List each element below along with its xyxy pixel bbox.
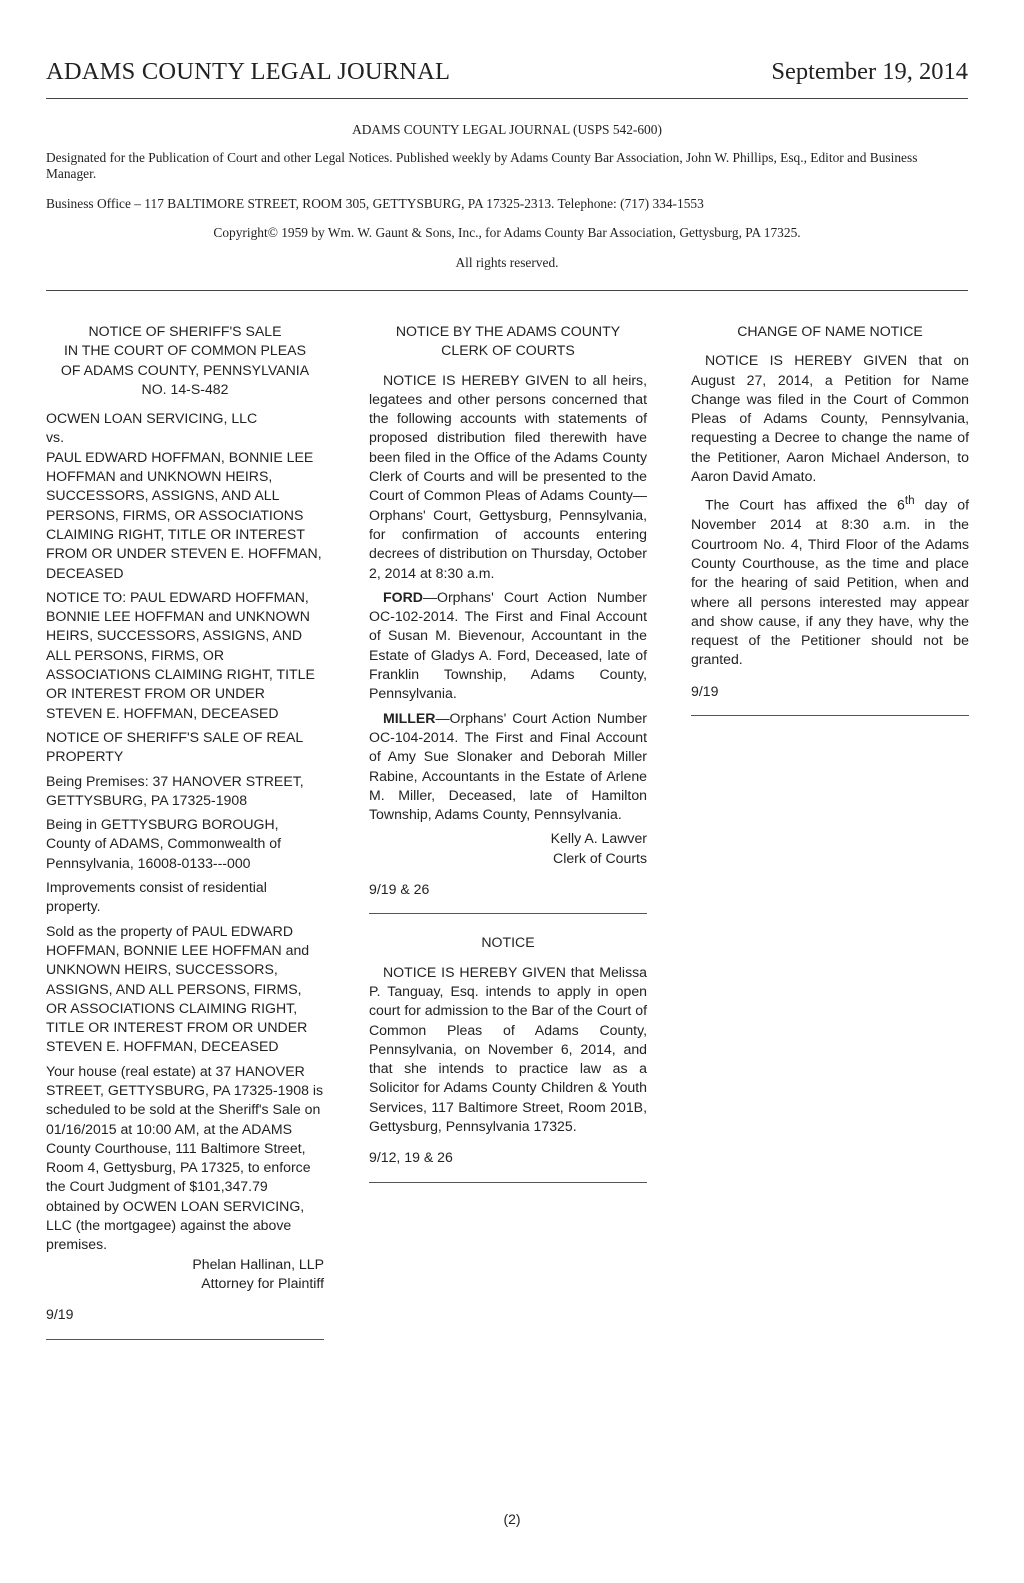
change-of-name-notice xyxy=(691,322,969,716)
publication-date: 9/19 xyxy=(46,1306,74,1323)
estate-name: FORD xyxy=(383,588,423,605)
property-location: Being in GETTYSBURG BOROUGH, County of ADAMS, Commonwealth of Pennsylvania, 16008-0133---000 xyxy=(46,816,281,871)
notice-heading: IN THE COURT OF COMMON PLEAS xyxy=(64,342,306,359)
masthead xyxy=(46,118,968,291)
masthead-designation: Designated for the Publication of Court and other Legal Notices. Published weekly by Adams County Bar Association, John W. Phillips, Esq., Editor and Business Manager. xyxy=(46,150,918,181)
masthead-copyright: Copyright© 1959 by Wm. W. Gaunt & Sons, Inc., for Adams County Bar Association, Gettysburg, PA 17325. xyxy=(213,225,801,240)
notice-divider xyxy=(691,715,969,716)
notice-heading: CLERK OF COURTS xyxy=(441,342,575,359)
masthead-business-office: Business Office – 117 BALTIMORE STREET, ROOM 305, GETTYSBURG, PA 17325-2313. Telephone: (717) 334-1553 xyxy=(46,196,704,211)
sale-details: Your house (real estate) at 37 HANOVER STREET, GETTYSBURG, PA 17325-1908 is scheduled to be sold at the Sheriff's Sale on 01/16/2015 at 10:00 AM, at the ADAMS County Courthouse, 111 Baltimore Street, Room 4, Gettysburg, PA 17325, to enforce the Court Judgment of $101,347.79 obtained by OCWEN LOAN SERVICING, LLC (the mortgagee) against the above premises. xyxy=(46,1062,324,1253)
notice-heading: NOTICE xyxy=(481,934,535,951)
signer-name: Kelly A. Lawver xyxy=(550,830,647,847)
notice-heading: NOTICE OF SHERIFF'S SALE xyxy=(88,323,282,339)
notice-heading: OF ADAMS COUNTY, PENNSYLVANIA xyxy=(60,361,310,378)
journal-name: ADAMS COUNTY LEGAL JOURNAL xyxy=(46,58,451,85)
plaintiff-name: OCWEN LOAN SERVICING, LLC xyxy=(46,410,258,427)
estate-name: MILLER xyxy=(383,709,436,726)
property-improvements: Improvements consist of residential property. xyxy=(46,879,267,915)
case-number: NO. 14-S-482 xyxy=(141,380,229,397)
page-number: (2) xyxy=(503,1511,521,1527)
sold-as-property-of: Sold as the property of PAUL EDWARD HOFFMAN, BONNIE LEE HOFFMAN and UNKNOWN HEIRS, SUCCESSORS, ASSIGNS, AND ALL PERSONS, FIRMS, OR ASSOCIATIONS CLAIMING RIGHT, TITLE OR INTEREST FROM OR UNDER STEVEN E. HOFFMAN, DECEASED xyxy=(46,922,310,1055)
signer-title: Attorney for Plaintiff xyxy=(201,1274,324,1291)
notice-to: NOTICE TO: PAUL EDWARD HOFFMAN, BONNIE LEE HOFFMAN and UNKNOWN HEIRS, SUCCESSORS, ASSIGNS, AND ALL PERSONS, FIRMS, OR ASSOCIATIONS CLAIMING RIGHT, TITLE OR INTEREST FROM OR UNDER STEVEN E. HOFFMAN, DECEASED xyxy=(46,588,315,721)
premises-address: Being Premises: 37 HANOVER STREET, GETTYSBURG, PA 17325-1908 xyxy=(46,772,304,808)
ordinal-suffix: th xyxy=(904,494,915,508)
estate-text: —Orphans' Court Action Number OC-102-2014. The First and Final Account of Susan M. Bievenour, Accountant in the Estate of Gladys A. Ford, Deceased, late of Franklin Township, Adams County, Pennsylvania. xyxy=(369,588,647,702)
notice-body: NOTICE IS HEREBY GIVEN that on August 27, 2014, a Petition for Name Change was filed in the Court of Common Pleas of Adams County, Pennsylvania, requesting a Decree to change the name of the Petitioner, Aaron Michael Anderson, to Aaron David Amato. xyxy=(691,352,969,485)
notice-body: NOTICE IS HEREBY GIVEN that Melissa P. Tanguay, Esq. intends to apply in open court for admission to the Bar of the Court of Common Pleas of Adams County, Pennsylvania, on November 6, 2014, and that she intends to practice law as a Solicitor for Adams County Children & Youth Services, 117 Baltimore Street, Room 201B, Gettysburg, Pennsylvania 17325. xyxy=(369,963,647,1134)
publication-date: 9/19 xyxy=(691,682,719,699)
issue-date: September 19, 2014 xyxy=(771,58,968,85)
estate-entry xyxy=(369,709,647,825)
estate-text: —Orphans' Court Action Number OC-104-2014. The First and Final Account of Amy Sue Slonaker and Deborah Miller Rabine, Accountants in the Estate of Arlene M. Miller, Deceased, late of Hamilton Township, Adams County, Pennsylvania. xyxy=(369,709,647,823)
notice-body xyxy=(691,491,969,669)
running-head xyxy=(46,58,968,99)
signer-name: Phelan Hallinan, LLP xyxy=(192,1255,324,1272)
defendant-names: PAUL EDWARD HOFFMAN, BONNIE LEE HOFFMAN and UNKNOWN HEIRS, SUCCESSORS, ASSIGNS, AND ALL PERSONS, FIRMS, OR ASSOCIATIONS CLAIMING RIGHT, TITLE OR INTEREST FROM OR UNDER STEVEN E. HOFFMAN, DECEASED xyxy=(46,448,322,581)
versus-label: vs. xyxy=(46,429,65,446)
estate-entry xyxy=(369,588,647,704)
notice-heading: CHANGE OF NAME NOTICE xyxy=(737,323,923,339)
notice-body-text: day of November 2014 at 8:30 a.m. in the Courtroom No. 4, Third Floor of the Adams County Courthouse, as the time and place for the hearing of said Petition, when and where all persons interested may appear and show cause, if any they have, why the request of the Petitioner should not be granted. xyxy=(691,497,969,668)
notice-divider xyxy=(46,1339,324,1340)
notice-body-text: The Court has affixed the 6 xyxy=(705,497,905,514)
clerk-of-courts-notice xyxy=(369,322,647,1183)
masthead-rights: All rights reserved. xyxy=(455,255,559,270)
publication-date: 9/19 & 26 xyxy=(369,881,430,898)
notice-divider xyxy=(369,1182,647,1183)
notice-type: NOTICE OF SHERIFF'S SALE OF REAL PROPERTY xyxy=(46,728,303,765)
masthead-title: ADAMS COUNTY LEGAL JOURNAL (USPS 542-600) xyxy=(352,122,662,137)
notice-body: NOTICE IS HEREBY GIVEN to all heirs, legatees and other persons concerned that the following accounts with statements of proposed distribution filed therewith have been filed in the Office of the Adams County Clerk of Courts and will be presented to the Court of Common Pleas of Adams County—Orphans' Court, Gettysburg, Pennsylvania, for confirmation of accounts entering decrees of distribution on Thursday, October 2, 2014 at 8:30 a.m. xyxy=(369,371,647,581)
sheriff-sale-notice xyxy=(46,322,324,1340)
notice-heading: NOTICE BY THE ADAMS COUNTY xyxy=(395,323,621,339)
publication-date: 9/12, 19 & 26 xyxy=(369,1149,453,1166)
signer-title: Clerk of Courts xyxy=(553,849,647,866)
